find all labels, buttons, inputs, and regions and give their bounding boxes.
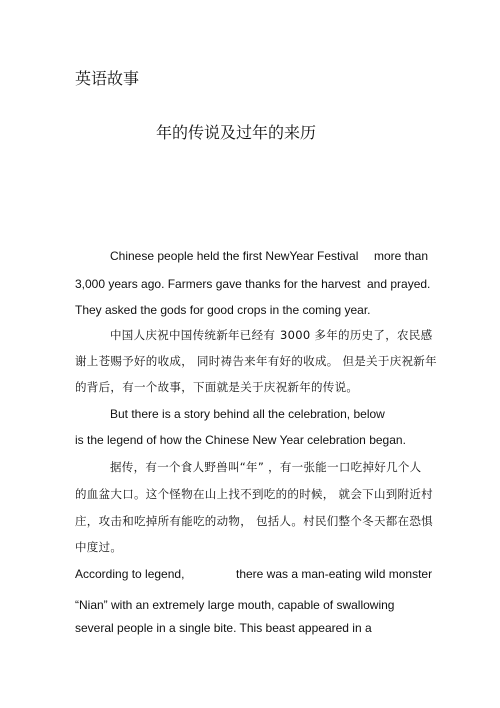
text-line: 的血盆大口。这个怪物在山上找不到吃的的时候， 就会下山到附近村 [75,487,433,501]
text-line: several people in a single bite. This beast appeared in a [75,621,372,635]
text-segment: 中国人庆祝中国传统新年已经有 [110,328,276,342]
document-title: 英语故事 [75,69,140,88]
text-line [0,568,500,582]
text-line [0,278,500,292]
text-segment: 3,000 years ago. Farmers gave thanks for the harvest [75,277,361,291]
text-line: “Nian” with an extremely large mouth, capable of swallowing [75,598,395,612]
text-line [0,250,500,264]
text-line: They asked the gods for good crops in the coming year. [75,303,371,317]
text-segment: and prayed. [367,277,431,291]
text-segment: Chinese people held the first NewYear Festival [110,249,359,263]
text-segment: more than [374,249,429,263]
text-line: 据传，有一个食人野兽叫“年” ，有一张能一口吃掉好几个人 [110,460,422,474]
text-segment: there was a man-eating wild monster [236,567,433,581]
text-line: 谢上苍赐予好的收成， 同时祷告来年有好的收成。 但是关于庆祝新年 [75,354,437,368]
text-line: But there is a story behind all the celebration, below [110,407,385,421]
text-segment: 3000 多年的历史了，农民感 [280,328,433,342]
document-subtitle: 年的传说及过年的来历 [156,123,317,142]
text-line: 的背后，有一个故事，下面就是关于庆祝新年的传说。 [75,380,359,394]
text-segment: According to legend, [75,567,185,581]
text-line [0,330,500,344]
text-line: is the legend of how the Chinese New Year celebration began. [75,433,406,447]
text-line: 中度过。 [75,540,123,554]
text-line: 庄，攻击和吃掉所有能吃的动物， 包括人。村民们整个冬天都在恐惧 [75,514,433,528]
